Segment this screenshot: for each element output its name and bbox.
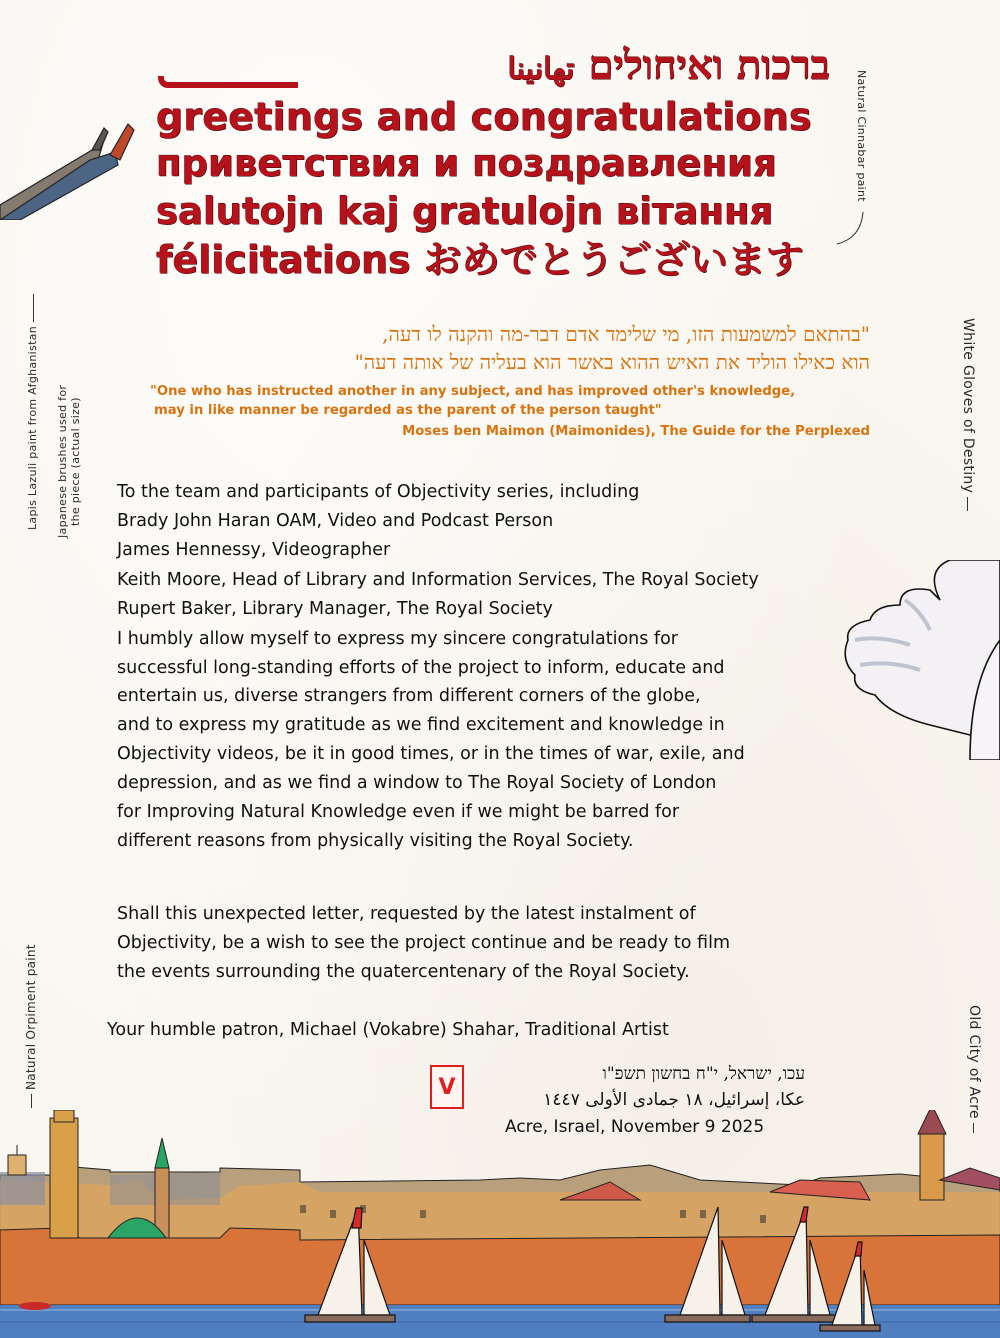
paragraph2-line: the events surrounding the quatercentenary of the Royal Society. xyxy=(117,962,690,982)
title-english: greetings and congratulations xyxy=(156,95,812,139)
paragraph1-line: depression, and as we find a window to The Royal Society of London xyxy=(117,773,717,793)
signature: Your humble patron, Michael (Vokabre) Shahar, Traditional Artist xyxy=(107,1020,669,1040)
addressee-line: Rupert Baker, Library Manager, The Royal Society xyxy=(117,599,553,619)
quote-english-line2: may in like manner be regarded as the parent of the person taught" xyxy=(154,403,662,418)
cinnabar-pointer-line xyxy=(835,210,865,250)
note-orpiment xyxy=(24,944,38,1108)
note-lapis xyxy=(26,294,39,530)
title-russian: приветствия и поздравления xyxy=(156,142,777,185)
addressee-line: Brady John Haran OAM, Video and Podcast Person xyxy=(117,511,554,531)
white-gloves-illustration xyxy=(830,560,1000,760)
note-gloves-text: White Gloves of Destiny xyxy=(960,318,976,494)
paragraph2-line: Objectivity, be a wish to see the project continue and be ready to film xyxy=(117,933,730,953)
note-cinnabar xyxy=(855,70,868,202)
dateline-hebrew: עכו, ישראל, י"ח בחשון תשפ"ו xyxy=(602,1064,805,1084)
note-brushes xyxy=(56,385,82,538)
seal-glyph: V xyxy=(438,1074,456,1100)
note-acre-text: Old City of Acre xyxy=(966,1005,982,1119)
quote-hebrew-line1: "בהתאם למשמעות הזו, מי שלימד אדם דבר-מה והקנה לו דעה, xyxy=(382,322,870,346)
paragraph1-line: successful long-standing efforts of the project to inform, educate and xyxy=(117,658,725,678)
note-gloves xyxy=(960,318,976,511)
addressee-line: Keith Moore, Head of Library and Information Services, The Royal Society xyxy=(117,570,759,590)
artist-seal-icon xyxy=(430,1065,464,1109)
paragraph2-line: Shall this unexpected letter, requested by the latest instalment of xyxy=(117,904,696,924)
paragraph1-line: entertain us, diverse strangers from different corners of the globe, xyxy=(117,686,701,706)
paragraph1-line: for Improving Natural Knowledge even if we might be barred for xyxy=(117,802,680,822)
note-cinnabar-text: Natural Cinnabar paint xyxy=(855,70,868,202)
quote-english-line1: "One who has instructed another in any subject, and has improved other's knowledge, xyxy=(150,384,796,399)
title-arabic: تهانينا xyxy=(507,52,575,87)
title-hebrew: ברכות ואיחולים xyxy=(588,42,830,89)
quote-hebrew-line2: הוא כאילו הוליד את האיש ההוא באשר הוא בעליה של אותה דעה" xyxy=(354,350,870,374)
brushes-illustration xyxy=(0,110,140,220)
paragraph1-line: and to express my gratitude as we find excitement and knowledge in xyxy=(117,715,725,735)
addressee-line: James Hennessy, Videographer xyxy=(117,540,391,560)
note-orpiment-text: Natural Orpiment paint xyxy=(24,944,38,1090)
note-brushes-line2: the piece (actual size) xyxy=(69,397,82,526)
paragraph1-line: different reasons from physically visiting the Royal Society. xyxy=(117,831,634,851)
title-hebrew-arabic xyxy=(507,42,830,89)
dateline-english: Acre, Israel, November 9 2025 xyxy=(505,1117,765,1137)
paragraph1-line: I humbly allow myself to express my sincere congratulations for xyxy=(117,629,678,649)
paragraph1-line: Objectivity videos, be it in good times, or in the times of war, exile, and xyxy=(117,744,745,764)
quote-attribution: Moses ben Maimon (Maimonides), The Guide for the Perplexed xyxy=(402,424,870,439)
arabic-flourish xyxy=(158,76,298,88)
title-french-japanese: félicitations おめでとうございます xyxy=(156,238,804,282)
acre-skyline-illustration xyxy=(0,1110,1000,1338)
note-lapis-text: Lapis Lazuli paint from Afghanistan xyxy=(26,326,39,530)
title-esperanto-ukrainian: salutojn kaj gratulojn вітання xyxy=(156,190,774,233)
addressee-line: To the team and participants of Objectivity series, including xyxy=(117,482,640,502)
note-brushes-line1: Japanese brushes used for xyxy=(56,384,69,538)
dateline-arabic: عكا، إسرائيل، ١٨ جمادى الأولى ١٤٤٧ xyxy=(543,1090,805,1110)
